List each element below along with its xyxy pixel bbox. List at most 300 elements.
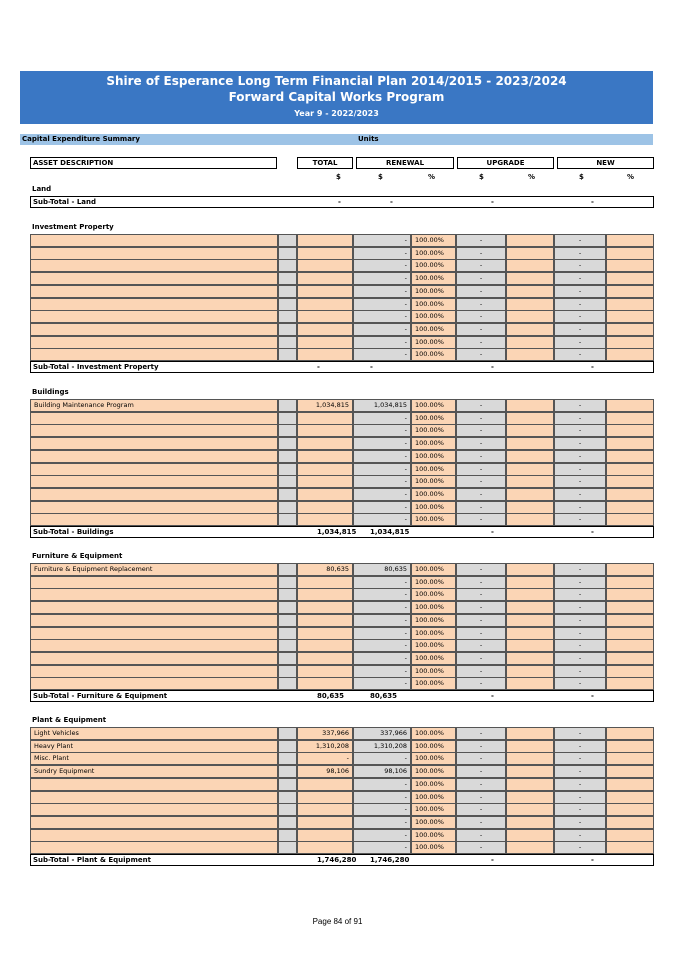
new-pct-unit: % <box>627 173 635 181</box>
total-cell[interactable] <box>297 488 353 501</box>
asset-description-cell[interactable] <box>30 488 278 501</box>
renewal-percent-cell[interactable]: 100.00% <box>411 752 456 765</box>
renewal-amount-cell: - <box>353 323 411 336</box>
total-cell[interactable] <box>297 576 353 589</box>
upgrade-amount-cell: - <box>456 463 506 476</box>
section-title: Investment Property <box>32 223 114 231</box>
asset-description-cell[interactable] <box>30 298 278 311</box>
new-amount-cell: - <box>554 727 606 740</box>
total-cell[interactable] <box>297 627 353 640</box>
renewal-percent-cell[interactable]: 100.00% <box>411 450 456 463</box>
upgrade-percent-cell[interactable] <box>506 665 554 678</box>
total-cell[interactable] <box>297 323 353 336</box>
spacer-cell <box>278 677 297 690</box>
asset-description-cell[interactable] <box>30 247 278 260</box>
asset-description-cell[interactable] <box>30 665 278 678</box>
new-percent-cell[interactable] <box>606 765 654 778</box>
renewal-amount-cell: - <box>353 513 411 526</box>
new-percent-cell[interactable] <box>606 803 654 816</box>
upgrade-percent-cell[interactable] <box>506 234 554 247</box>
upgrade-percent-cell[interactable] <box>506 412 554 425</box>
renewal-percent-cell[interactable]: 100.00% <box>411 272 456 285</box>
renewal-percent-cell[interactable]: 100.00% <box>411 740 456 753</box>
new-amount-cell: - <box>554 259 606 272</box>
total-cell[interactable] <box>297 841 353 854</box>
spacer-cell <box>278 627 297 640</box>
table-row <box>0 778 675 791</box>
renewal-percent-cell[interactable]: 100.00% <box>411 336 456 349</box>
renewal-percent-cell[interactable]: 100.00% <box>411 627 456 640</box>
spacer-cell <box>278 234 297 247</box>
renewal-amount-cell: - <box>353 576 411 589</box>
table-row <box>0 513 675 526</box>
renewal-amount-cell: 80,635 <box>353 563 411 576</box>
renewal-percent-cell[interactable]: 100.00% <box>411 285 456 298</box>
renewal-percent-cell[interactable]: 100.00% <box>411 412 456 425</box>
renewal-percent-cell[interactable]: 100.00% <box>411 639 456 652</box>
table-row <box>0 639 675 652</box>
renewal-percent-cell[interactable]: 100.00% <box>411 475 456 488</box>
new-percent-cell[interactable] <box>606 614 654 627</box>
new-percent-cell[interactable] <box>606 829 654 842</box>
renewal-amount-cell: 1,034,815 <box>353 399 411 412</box>
asset-description-cell[interactable] <box>30 234 278 247</box>
new-percent-cell[interactable] <box>606 563 654 576</box>
upgrade-percent-cell[interactable] <box>506 639 554 652</box>
renewal-percent-cell[interactable]: 100.00% <box>411 399 456 412</box>
upgrade-percent-cell[interactable] <box>506 576 554 589</box>
new-amount-cell: - <box>554 740 606 753</box>
asset-description-cell[interactable] <box>30 677 278 690</box>
asset-description-cell[interactable]: Sundry Equipment <box>30 765 278 778</box>
subtotal-upgrade: - <box>491 363 494 371</box>
new-amount-cell: - <box>554 778 606 791</box>
new-amount-cell: - <box>554 412 606 425</box>
total-cell[interactable] <box>297 463 353 476</box>
new-amount-cell: - <box>554 272 606 285</box>
land-subtotal-row <box>30 196 654 208</box>
total-cell[interactable] <box>297 437 353 450</box>
new-percent-cell[interactable] <box>606 310 654 323</box>
table-row <box>0 424 675 437</box>
renewal-percent-cell[interactable]: 100.00% <box>411 424 456 437</box>
asset-description-cell[interactable] <box>30 310 278 323</box>
new-percent-cell[interactable] <box>606 791 654 804</box>
asset-description-cell[interactable] <box>30 829 278 842</box>
asset-description-cell[interactable]: Furniture & Equipment Replacement <box>30 563 278 576</box>
upgrade-percent-cell[interactable] <box>506 310 554 323</box>
new-amount-cell: - <box>554 475 606 488</box>
upgrade-percent-cell[interactable] <box>506 627 554 640</box>
total-cell[interactable] <box>297 639 353 652</box>
upgrade-percent-cell[interactable] <box>506 791 554 804</box>
upgrade-amount-cell: - <box>456 829 506 842</box>
spacer-cell <box>278 778 297 791</box>
total-cell[interactable] <box>297 816 353 829</box>
new-amount-cell: - <box>554 285 606 298</box>
spacer-cell <box>278 740 297 753</box>
section-subtotal-row <box>30 690 654 702</box>
asset-description-cell[interactable] <box>30 614 278 627</box>
new-percent-cell[interactable] <box>606 272 654 285</box>
upgrade-pct-unit: % <box>528 173 536 181</box>
total-cell[interactable] <box>297 234 353 247</box>
renewal-percent-cell[interactable]: 100.00% <box>411 765 456 778</box>
new-percent-cell[interactable] <box>606 841 654 854</box>
renewal-percent-cell[interactable]: 100.00% <box>411 601 456 614</box>
asset-description-cell[interactable]: Heavy Plant <box>30 740 278 753</box>
new-percent-cell[interactable] <box>606 463 654 476</box>
new-percent-cell[interactable] <box>606 677 654 690</box>
renewal-percent-cell[interactable]: 100.00% <box>411 501 456 514</box>
new-percent-cell[interactable] <box>606 627 654 640</box>
upgrade-percent-cell[interactable] <box>506 272 554 285</box>
asset-description-cell[interactable] <box>30 588 278 601</box>
new-percent-cell[interactable] <box>606 323 654 336</box>
asset-description-cell[interactable] <box>30 259 278 272</box>
subtotal-upgrade: - <box>491 856 494 864</box>
subtotal-new: - <box>591 363 594 371</box>
new-percent-cell[interactable] <box>606 450 654 463</box>
asset-description-cell[interactable] <box>30 601 278 614</box>
table-row <box>0 247 675 260</box>
subtotal-new: - <box>591 528 594 536</box>
renewal-percent-cell[interactable]: 100.00% <box>411 816 456 829</box>
renewal-percent-cell[interactable]: 100.00% <box>411 310 456 323</box>
total-cell[interactable] <box>297 829 353 842</box>
new-percent-cell[interactable] <box>606 488 654 501</box>
total-cell[interactable] <box>297 475 353 488</box>
total-cell[interactable] <box>297 601 353 614</box>
new-dollar-unit: $ <box>579 173 584 181</box>
new-percent-cell[interactable] <box>606 740 654 753</box>
new-percent-cell[interactable] <box>606 513 654 526</box>
new-percent-cell[interactable] <box>606 665 654 678</box>
renewal-percent-cell[interactable]: 100.00% <box>411 727 456 740</box>
upgrade-percent-cell[interactable] <box>506 652 554 665</box>
total-cell[interactable] <box>297 412 353 425</box>
new-amount-cell: - <box>554 803 606 816</box>
asset-description-cell[interactable] <box>30 513 278 526</box>
upgrade-percent-cell[interactable] <box>506 463 554 476</box>
total-cell[interactable] <box>297 652 353 665</box>
asset-description-cell[interactable] <box>30 778 278 791</box>
total-cell[interactable] <box>297 298 353 311</box>
spacer-cell <box>278 563 297 576</box>
total-cell[interactable] <box>297 614 353 627</box>
total-cell[interactable]: 80,635 <box>297 563 353 576</box>
upgrade-amount-cell: - <box>456 475 506 488</box>
renewal-header: RENEWAL <box>356 157 454 169</box>
total-cell[interactable] <box>297 310 353 323</box>
upgrade-percent-cell[interactable] <box>506 816 554 829</box>
asset-description-cell[interactable] <box>30 437 278 450</box>
upgrade-percent-cell[interactable] <box>506 829 554 842</box>
asset-description-header: ASSET DESCRIPTION <box>30 157 277 169</box>
upgrade-percent-cell[interactable] <box>506 488 554 501</box>
upgrade-dollar-unit: $ <box>479 173 484 181</box>
upgrade-percent-cell[interactable] <box>506 424 554 437</box>
spacer-cell <box>278 829 297 842</box>
renewal-percent-cell[interactable]: 100.00% <box>411 588 456 601</box>
total-cell[interactable] <box>297 665 353 678</box>
new-header: NEW <box>557 157 654 169</box>
renewal-amount-cell: - <box>353 639 411 652</box>
upgrade-percent-cell[interactable] <box>506 727 554 740</box>
renewal-percent-cell[interactable]: 100.00% <box>411 463 456 476</box>
upgrade-amount-cell: - <box>456 513 506 526</box>
renewal-percent-cell[interactable]: 100.00% <box>411 841 456 854</box>
new-percent-cell[interactable] <box>606 639 654 652</box>
asset-description-cell[interactable] <box>30 272 278 285</box>
upgrade-percent-cell[interactable] <box>506 501 554 514</box>
renewal-amount-cell: - <box>353 298 411 311</box>
table-row <box>0 348 675 361</box>
new-percent-cell[interactable] <box>606 424 654 437</box>
total-cell[interactable] <box>297 285 353 298</box>
new-amount-cell: - <box>554 816 606 829</box>
renewal-amount-cell: - <box>353 816 411 829</box>
subtotal-label: Sub-Total - Buildings <box>33 528 114 536</box>
new-percent-cell[interactable] <box>606 601 654 614</box>
renewal-percent-cell[interactable]: 100.00% <box>411 677 456 690</box>
new-amount-cell: - <box>554 399 606 412</box>
upgrade-percent-cell[interactable] <box>506 765 554 778</box>
spacer-cell <box>278 752 297 765</box>
table-row <box>0 665 675 678</box>
subtotal-total: 80,635 <box>317 692 345 700</box>
asset-description-cell[interactable] <box>30 803 278 816</box>
upgrade-amount-cell: - <box>456 336 506 349</box>
upgrade-percent-cell[interactable] <box>506 336 554 349</box>
new-percent-cell[interactable] <box>606 501 654 514</box>
total-cell[interactable]: 1,310,208 <box>297 740 353 753</box>
new-percent-cell[interactable] <box>606 285 654 298</box>
renewal-percent-cell[interactable]: 100.00% <box>411 791 456 804</box>
new-amount-cell: - <box>554 501 606 514</box>
subtotal-total: 1,746,280 <box>317 856 357 864</box>
table-row <box>0 463 675 476</box>
renewal-percent-cell[interactable]: 100.00% <box>411 247 456 260</box>
upgrade-amount-cell: - <box>456 259 506 272</box>
upgrade-percent-cell[interactable] <box>506 841 554 854</box>
new-percent-cell[interactable] <box>606 234 654 247</box>
total-cell[interactable]: 98,106 <box>297 765 353 778</box>
upgrade-amount-cell: - <box>456 627 506 640</box>
upgrade-percent-cell[interactable] <box>506 247 554 260</box>
new-percent-cell[interactable] <box>606 298 654 311</box>
total-cell[interactable] <box>297 272 353 285</box>
new-amount-cell: - <box>554 450 606 463</box>
upgrade-percent-cell[interactable] <box>506 778 554 791</box>
renewal-percent-cell[interactable]: 100.00% <box>411 576 456 589</box>
new-percent-cell[interactable] <box>606 475 654 488</box>
upgrade-percent-cell[interactable] <box>506 752 554 765</box>
asset-description-cell[interactable] <box>30 791 278 804</box>
section-subtotal-row <box>30 526 654 538</box>
upgrade-percent-cell[interactable] <box>506 740 554 753</box>
spacer-cell <box>278 588 297 601</box>
subtotal-upgrade: - <box>491 528 494 536</box>
asset-description-cell[interactable] <box>30 285 278 298</box>
asset-description-cell[interactable]: Light Vehicles <box>30 727 278 740</box>
asset-description-cell[interactable] <box>30 652 278 665</box>
new-percent-cell[interactable] <box>606 727 654 740</box>
renewal-amount-cell: - <box>353 450 411 463</box>
new-amount-cell: - <box>554 310 606 323</box>
new-percent-cell[interactable] <box>606 576 654 589</box>
asset-description-cell[interactable] <box>30 424 278 437</box>
asset-description-cell[interactable] <box>30 501 278 514</box>
summary-label: Capital Expenditure Summary <box>22 135 140 143</box>
upgrade-percent-cell[interactable] <box>506 437 554 450</box>
renewal-percent-cell[interactable]: 100.00% <box>411 665 456 678</box>
new-amount-cell: - <box>554 614 606 627</box>
upgrade-percent-cell[interactable] <box>506 399 554 412</box>
upgrade-percent-cell[interactable] <box>506 563 554 576</box>
renewal-amount-cell: - <box>353 475 411 488</box>
renewal-amount-cell: - <box>353 348 411 361</box>
renewal-percent-cell[interactable]: 100.00% <box>411 563 456 576</box>
upgrade-percent-cell[interactable] <box>506 259 554 272</box>
upgrade-percent-cell[interactable] <box>506 677 554 690</box>
total-cell[interactable] <box>297 424 353 437</box>
total-cell[interactable] <box>297 677 353 690</box>
new-percent-cell[interactable] <box>606 259 654 272</box>
total-cell[interactable] <box>297 336 353 349</box>
new-percent-cell[interactable] <box>606 336 654 349</box>
renewal-amount-cell: - <box>353 829 411 842</box>
upgrade-percent-cell[interactable] <box>506 348 554 361</box>
renewal-amount-cell: - <box>353 272 411 285</box>
asset-description-cell[interactable] <box>30 348 278 361</box>
upgrade-percent-cell[interactable] <box>506 614 554 627</box>
subtotal-total: 1,034,815 <box>317 528 357 536</box>
upgrade-amount-cell: - <box>456 841 506 854</box>
asset-description-cell[interactable] <box>30 336 278 349</box>
total-cell[interactable] <box>297 791 353 804</box>
table-row <box>0 563 675 576</box>
table-row <box>0 601 675 614</box>
table-row <box>0 475 675 488</box>
renewal-amount-cell: - <box>353 614 411 627</box>
upgrade-amount-cell: - <box>456 639 506 652</box>
new-amount-cell: - <box>554 298 606 311</box>
upgrade-percent-cell[interactable] <box>506 450 554 463</box>
total-cell[interactable] <box>297 259 353 272</box>
upgrade-percent-cell[interactable] <box>506 588 554 601</box>
new-amount-cell: - <box>554 639 606 652</box>
renewal-percent-cell[interactable]: 100.00% <box>411 234 456 247</box>
asset-description-cell[interactable] <box>30 450 278 463</box>
new-percent-cell[interactable] <box>606 752 654 765</box>
new-percent-cell[interactable] <box>606 247 654 260</box>
spacer-cell <box>278 285 297 298</box>
total-cell[interactable]: 337,966 <box>297 727 353 740</box>
renewal-percent-cell[interactable]: 100.00% <box>411 652 456 665</box>
total-cell[interactable] <box>297 501 353 514</box>
total-cell[interactable]: - <box>297 752 353 765</box>
total-cell[interactable] <box>297 803 353 816</box>
summary-bar <box>20 134 653 145</box>
renewal-percent-cell[interactable]: 100.00% <box>411 614 456 627</box>
total-cell[interactable] <box>297 348 353 361</box>
asset-description-cell[interactable] <box>30 475 278 488</box>
renewal-amount-cell: - <box>353 424 411 437</box>
asset-description-cell[interactable] <box>30 816 278 829</box>
upgrade-amount-cell: - <box>456 272 506 285</box>
renewal-percent-cell[interactable]: 100.00% <box>411 778 456 791</box>
new-percent-cell[interactable] <box>606 652 654 665</box>
renewal-percent-cell[interactable]: 100.00% <box>411 437 456 450</box>
renewal-percent-cell[interactable]: 100.00% <box>411 348 456 361</box>
new-percent-cell[interactable] <box>606 399 654 412</box>
table-row <box>0 501 675 514</box>
upgrade-percent-cell[interactable] <box>506 601 554 614</box>
new-percent-cell[interactable] <box>606 348 654 361</box>
subtotal-new: - <box>591 692 594 700</box>
new-percent-cell[interactable] <box>606 778 654 791</box>
total-cell[interactable] <box>297 588 353 601</box>
total-cell[interactable] <box>297 450 353 463</box>
asset-description-cell[interactable] <box>30 412 278 425</box>
asset-description-cell[interactable] <box>30 463 278 476</box>
asset-description-cell[interactable] <box>30 841 278 854</box>
subtotal-renewal: 80,635 <box>370 692 398 700</box>
upgrade-amount-cell: - <box>456 588 506 601</box>
renewal-percent-cell[interactable]: 100.00% <box>411 829 456 842</box>
spacer-cell <box>278 765 297 778</box>
total-cell[interactable]: 1,034,815 <box>297 399 353 412</box>
asset-description-cell[interactable] <box>30 323 278 336</box>
upgrade-percent-cell[interactable] <box>506 475 554 488</box>
upgrade-percent-cell[interactable] <box>506 285 554 298</box>
renewal-percent-cell[interactable]: 100.00% <box>411 259 456 272</box>
new-percent-cell[interactable] <box>606 437 654 450</box>
renewal-amount-cell: 98,106 <box>353 765 411 778</box>
upgrade-percent-cell[interactable] <box>506 323 554 336</box>
asset-description-cell[interactable]: Building Maintenance Program <box>30 399 278 412</box>
new-amount-cell: - <box>554 424 606 437</box>
asset-description-cell[interactable] <box>30 639 278 652</box>
table-row <box>0 677 675 690</box>
renewal-percent-cell[interactable]: 100.00% <box>411 513 456 526</box>
renewal-percent-cell[interactable]: 100.00% <box>411 803 456 816</box>
upgrade-amount-cell: - <box>456 285 506 298</box>
renewal-amount-cell: - <box>353 627 411 640</box>
new-percent-cell[interactable] <box>606 588 654 601</box>
subtotal-label: Sub-Total - Plant & Equipment <box>33 856 151 864</box>
total-cell[interactable] <box>297 247 353 260</box>
upgrade-percent-cell[interactable] <box>506 513 554 526</box>
asset-description-cell[interactable] <box>30 576 278 589</box>
new-percent-cell[interactable] <box>606 816 654 829</box>
renewal-percent-cell[interactable]: 100.00% <box>411 298 456 311</box>
total-cell[interactable] <box>297 778 353 791</box>
renewal-percent-cell[interactable]: 100.00% <box>411 323 456 336</box>
total-cell[interactable] <box>297 513 353 526</box>
renewal-percent-cell[interactable]: 100.00% <box>411 488 456 501</box>
upgrade-percent-cell[interactable] <box>506 298 554 311</box>
asset-description-cell[interactable]: Misc. Plant <box>30 752 278 765</box>
upgrade-percent-cell[interactable] <box>506 803 554 816</box>
new-percent-cell[interactable] <box>606 412 654 425</box>
page-number: Page 84 of 91 <box>312 917 363 926</box>
spacer-cell <box>278 348 297 361</box>
table-row <box>0 816 675 829</box>
asset-description-cell[interactable] <box>30 627 278 640</box>
table-row <box>0 437 675 450</box>
